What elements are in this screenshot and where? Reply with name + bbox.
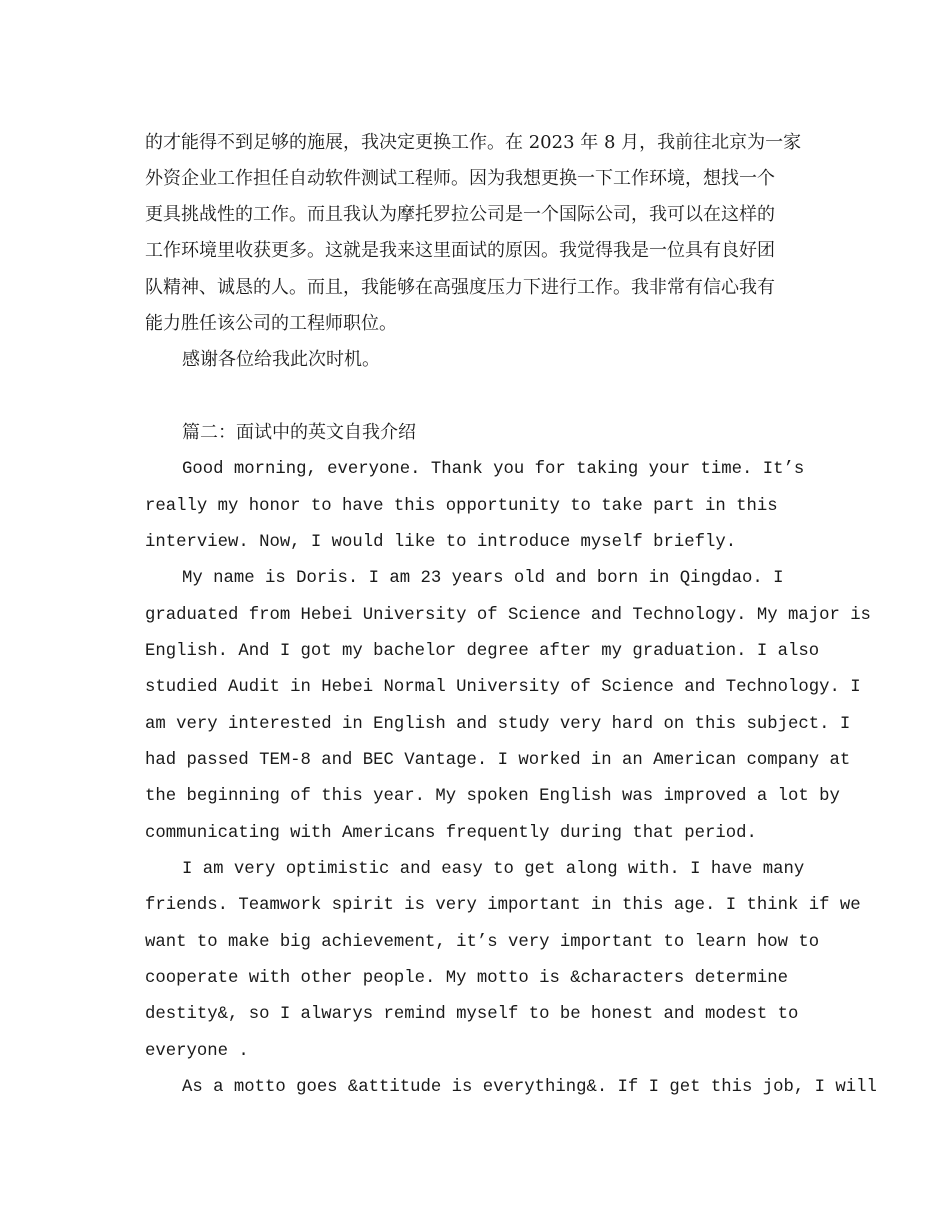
paragraph-line: 更具挑战性的工作。而且我认为摩托罗拉公司是一个国际公司，我可以在这样的	[145, 204, 775, 225]
paragraph-line: want to make big achievement, it’s very important to learn how to	[145, 933, 820, 952]
paragraph-line: interview. Now, I would like to introduce myself briefly.	[145, 533, 737, 552]
paragraph-line: am very interested in English and study very hard on this subject. I	[145, 715, 851, 734]
paragraph-line: communicating with Americans frequently during that period.	[145, 824, 757, 843]
paragraph-line: 队精神、诚恳的人。而且，我能够在高强度压力下进行工作。我非常有信心我有	[145, 277, 775, 298]
paragraph-line: My name is Doris. I am 23 years old and born in Qingdao. I	[182, 569, 784, 588]
paragraph-line: I am very optimistic and easy to get along with. I have many	[182, 860, 805, 879]
paragraph-line: cooperate with other people. My motto is &characters determine	[145, 969, 788, 988]
paragraph-line: really my honor to have this opportunity to take part in this	[145, 497, 778, 516]
paragraph-line: studied Audit in Hebei Normal University of Science and Technology. I	[145, 678, 861, 697]
paragraph-line: friends. Teamwork spirit is very important in this age. I think if we	[145, 896, 861, 915]
paragraph-line: the beginning of this year. My spoken English was improved a lot by	[145, 787, 840, 806]
paragraph-line: As a motto goes &attitude is everything&. If I get this job, I will	[182, 1078, 877, 1097]
paragraph-line: had passed TEM-8 and BEC Vantage. I worked in an American company at	[145, 751, 851, 770]
paragraph-line: 工作环境里收获更多。这就是我来这里面试的原因。我觉得我是一位具有良好团	[145, 240, 775, 261]
paragraph-line: 外资企业工作担任自动软件测试工程师。因为我想更换一下工作环境，想找一个	[145, 168, 775, 189]
section-heading: 篇二：面试中的英文自我介绍	[182, 422, 416, 443]
paragraph-line: destity&, so I alwarys remind myself to be honest and modest to	[145, 1005, 799, 1024]
paragraph-line: English. And I got my bachelor degree after my graduation. I also	[145, 642, 820, 661]
paragraph-line: 的才能得不到足够的施展，我决定更换工作。在 2023 年 8 月，我前往北京为一家	[145, 132, 802, 153]
thanks-line: 感谢各位给我此次时机。	[182, 349, 380, 370]
paragraph-line: Good morning, everyone. Thank you for taking your time. It’s	[182, 460, 805, 479]
paragraph-line: 能力胜任该公司的工程师职位。	[145, 313, 397, 334]
paragraph-line: everyone .	[145, 1042, 249, 1061]
paragraph-line: graduated from Hebei University of Science and Technology. My major is	[145, 606, 871, 625]
